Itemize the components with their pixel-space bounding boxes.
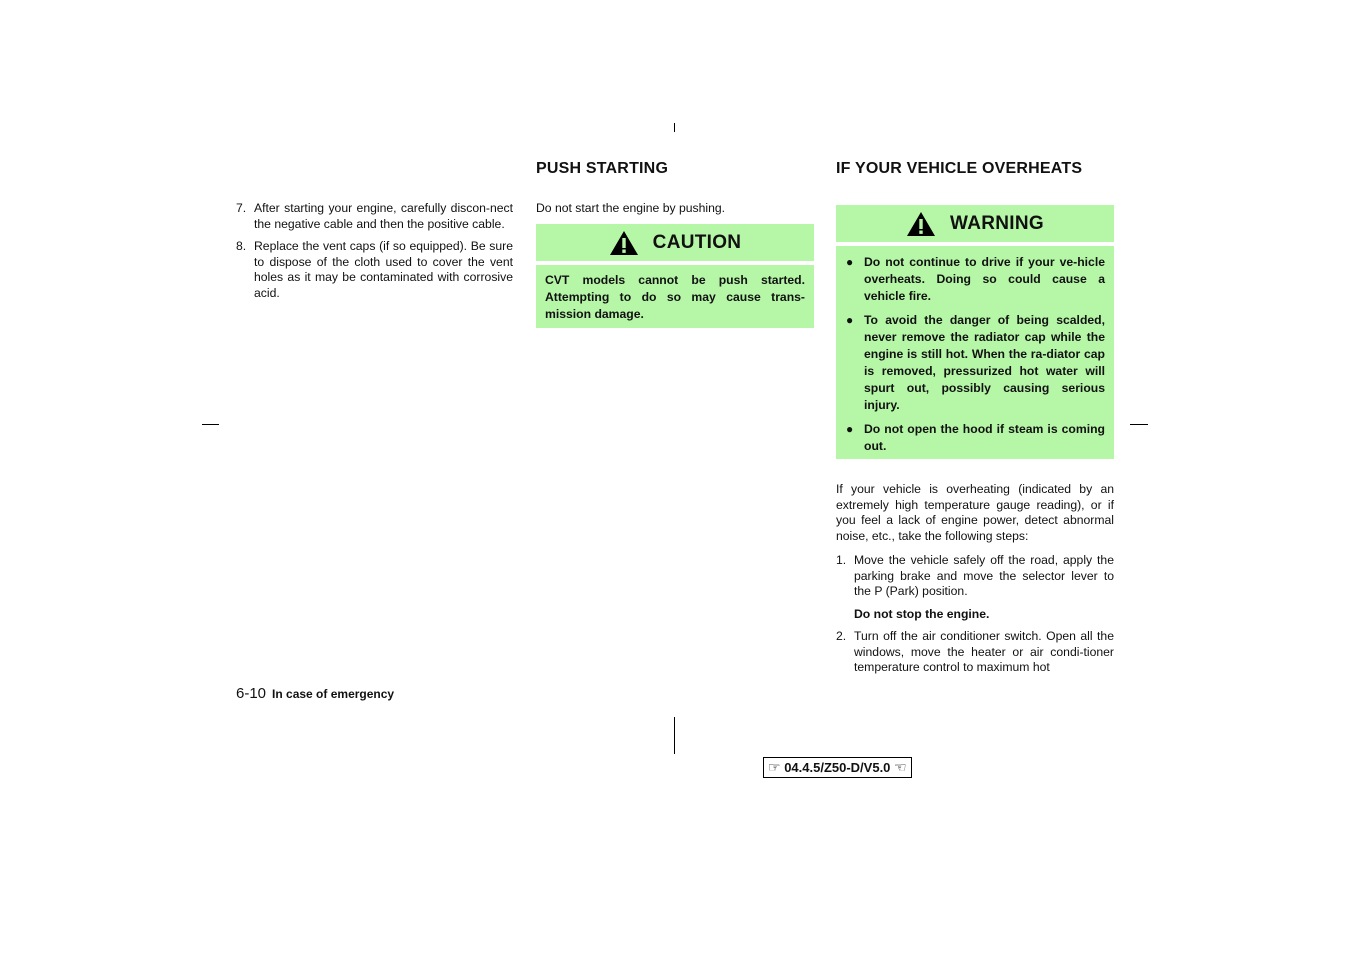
list-item (836, 553, 1114, 600)
warning-triangle-icon (609, 230, 639, 256)
list-item (236, 201, 513, 232)
list-item (845, 421, 1105, 455)
warning-item-text: Do not open the hood if steam is coming out. (864, 422, 1105, 453)
bullet-icon: ● (846, 255, 854, 269)
list-item (236, 239, 513, 301)
crop-mark-top (674, 123, 675, 132)
crop-mark-left (202, 424, 219, 425)
step-number: 1. (836, 553, 847, 567)
push-starting-heading: PUSH STARTING (536, 160, 669, 177)
step-text: After starting your engine, carefully discon-nect the negative cable and then the positive cable. (254, 201, 513, 231)
caution-text: CVT models cannot be push started. Attempting to do so may cause trans-mission damage. (545, 273, 805, 321)
code-text: 04.4.5/Z50-D/V5.0 (784, 760, 891, 775)
overheats-heading: IF YOUR VEHICLE OVERHEATS (836, 160, 1083, 177)
caution-label: CAUTION (652, 231, 742, 253)
step-number: 2. (836, 629, 847, 643)
warning-label: WARNING (950, 212, 1044, 234)
step-note: Do not stop the engine. (854, 606, 990, 621)
bullet-icon: ● (846, 313, 854, 327)
step-number: 8. (236, 239, 247, 253)
warning-list (845, 254, 1105, 455)
step-text: Replace the vent caps (if so equipped). Be sure to dispose of the cloth used to cover the vent holes as it may be contaminated with corrosive acid. (254, 239, 513, 300)
pointing-hand-left-icon: ☜ (894, 759, 907, 775)
document-code (763, 757, 912, 778)
left-column (236, 201, 513, 308)
overheat-step-list-2 (836, 629, 1114, 676)
overheat-step-list (836, 553, 1114, 600)
pointing-hand-right-icon: ☞ (768, 759, 781, 775)
step-number: 7. (236, 201, 247, 215)
crop-mark-bottom (674, 717, 675, 754)
section-title: In case of emergency (272, 687, 395, 701)
warning-header (836, 205, 1114, 242)
list-item (845, 312, 1105, 414)
warning-triangle-icon (906, 211, 936, 237)
warning-body (836, 246, 1114, 459)
warning-item-text: To avoid the danger of being scalded, never remove the radiator cap while the engine is still hot. When the ra-diator cap is removed, pressurized hot water will spurt out, possibly causing serious injury. (864, 313, 1105, 412)
caution-header (536, 224, 814, 261)
crop-mark-right (1130, 424, 1148, 425)
step-text: Move the vehicle safely off the road, apply the parking brake and move the selector lever to the P (Park) position. (854, 553, 1114, 598)
push-starting-intro: Do not start the engine by pushing. (536, 201, 726, 215)
list-item (836, 629, 1114, 676)
bullet-icon: ● (846, 422, 854, 436)
caution-body (536, 265, 814, 328)
page-number: 6-10 (236, 685, 267, 702)
step-text: Turn off the air conditioner switch. Open all the windows, move the heater or air condi-tioner temperature control to maximum hot (854, 629, 1114, 674)
overheats-body (836, 482, 1114, 676)
overheats-intro: If your vehicle is overheating (indicated by an extremely high temperature gauge reading), or if you feel a lack of engine power, detect abnormal noise, etc., take the following steps: (836, 482, 1114, 543)
warning-item-text: Do not continue to drive if your ve-hicle overheats. Doing so could cause a vehicle fire. (864, 255, 1105, 303)
list-item (845, 254, 1105, 305)
step-list (236, 201, 513, 301)
page-footer (236, 685, 394, 702)
